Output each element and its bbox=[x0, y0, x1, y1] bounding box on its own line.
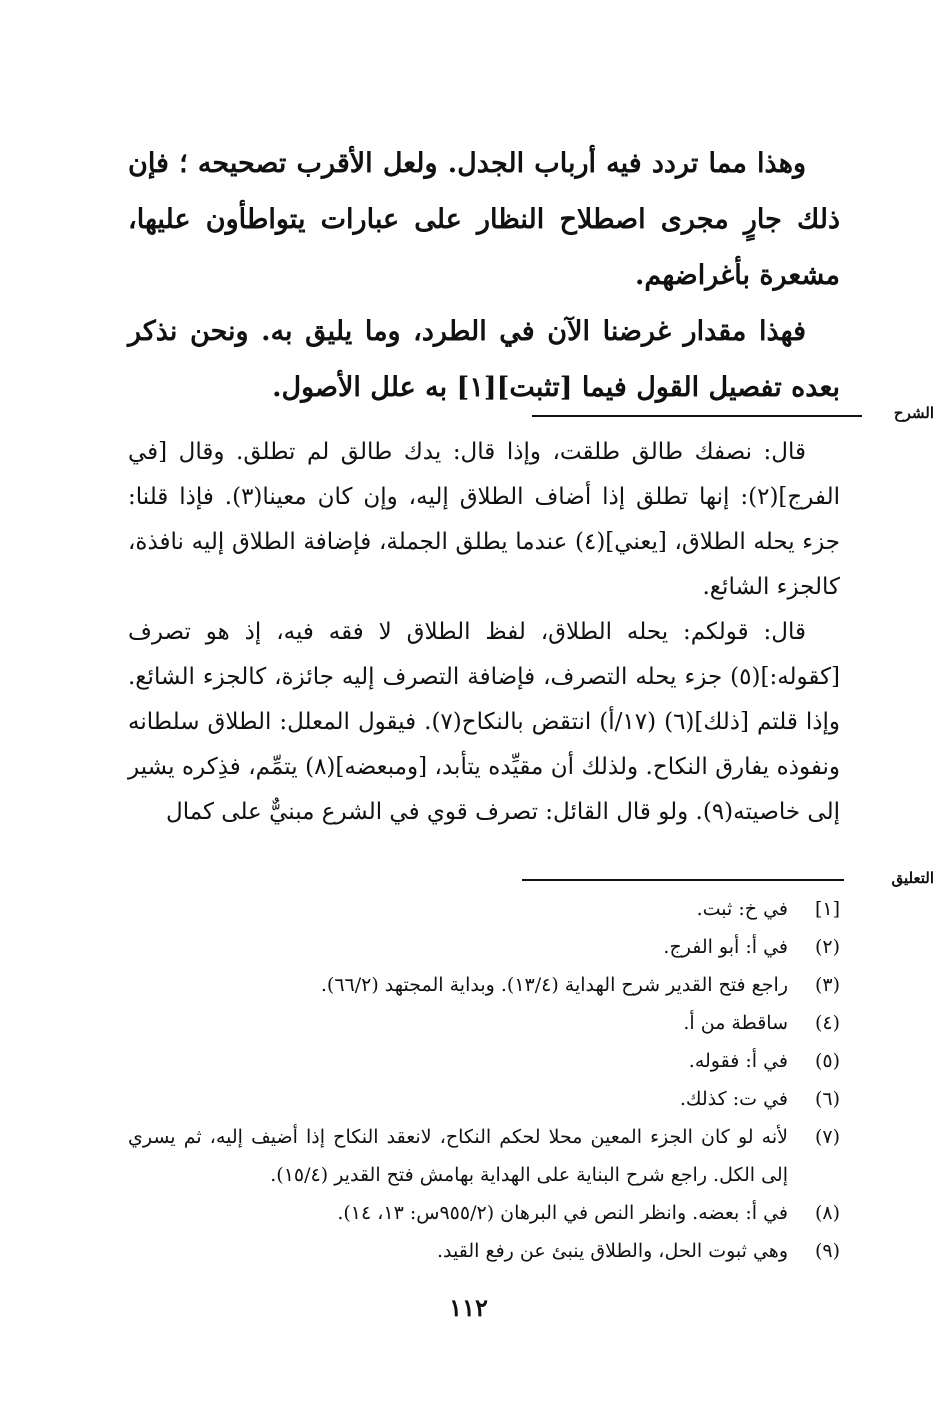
footnote-text: في أ: أبو الفرج. bbox=[663, 936, 788, 958]
footnote-item bbox=[128, 1232, 840, 1270]
commentary-paragraph: قال: نصفك طالق طلقت، وإذا قال: يدك طالق لم تطلق. وقال [في الفرج](٢): إنها تطلق إذا أضاف الطلاق إليه، وإن كان معينا(٣). فإذا قلنا: جزء يحله الطلاق، [يعني](٤) عندما يطلق الجملة، فإضافة الطلاق إليه نافذة، كالجزء الشائع. bbox=[128, 439, 840, 600]
footnote-item bbox=[128, 1004, 840, 1042]
footnote-number: (٩) bbox=[814, 1240, 840, 1262]
main-text bbox=[128, 136, 840, 416]
footnote-item bbox=[128, 1042, 840, 1080]
commentary-paragraph: قال: قولكم: يحله الطلاق، لفظ الطلاق لا فقه فيه، إذ هو تصرف [كقوله:](٥) جزء يحله التصرف، فإضافة التصرف إليه جائزة، كالجزء الشائع. وإذا قلتم [ذلك](٦) (١٧/أ) انتقض بالنكاح(٧). فيقول المعلل: الطلاق سلطانه ونفوذه يفارق النكاح. ولذلك أن مقيِّده يتأبد، [ومبعضه](٨) يتمِّم، فذِكره يشير إلى خاصيته(٩). ولو قال القائل: تصرف قوي في الشرع مبنيٌّ على كمال bbox=[128, 619, 840, 825]
notes-section-label: التعليق bbox=[891, 869, 934, 887]
footnote-text: في ت: كذلك. bbox=[679, 1088, 788, 1110]
footnote-item bbox=[128, 966, 840, 1004]
footnote-number: (٤) bbox=[814, 1012, 840, 1034]
footnote-number: (٥) bbox=[814, 1050, 840, 1072]
footnote-item bbox=[128, 928, 840, 966]
footnote-text: في أ: فقوله. bbox=[688, 1050, 788, 1072]
page-number: ١١٢ bbox=[449, 1293, 488, 1322]
footnote-text: في أ: بعضه. وانظر النص في البرهان (٩٥٥/٢س: ١٣، ١٤). bbox=[337, 1202, 788, 1224]
notes-divider bbox=[522, 879, 844, 881]
commentary-divider bbox=[532, 415, 862, 417]
footnotes bbox=[128, 890, 840, 1270]
footnote-item bbox=[128, 1194, 840, 1232]
footnote-number: (٧) bbox=[814, 1126, 840, 1148]
footnote-number: [١] bbox=[814, 898, 840, 920]
footnote-number: (٣) bbox=[814, 974, 840, 996]
footnote-text: في خ: ثبت. bbox=[696, 898, 788, 920]
commentary-section-label: الشرح bbox=[893, 404, 934, 422]
footnote-item bbox=[128, 1080, 840, 1118]
footnote-item bbox=[128, 1118, 840, 1194]
footnote-text: لأنه لو كان الجزء المعين محلا لحكم النكاح، لانعقد النكاح إذا أضيف إليه، ثم يسري إلى الكل. راجع شرح البناية على الهداية بهامش فتح القدير (١٥/٤). bbox=[128, 1126, 788, 1186]
main-paragraph: فهذا مقدار غرضنا الآن في الطرد، وما يليق به. ونحن نذكر بعده تفصيل القول فيما [تثبت][١] به علل الأصول. bbox=[128, 316, 840, 403]
footnote-number: (٢) bbox=[814, 936, 840, 958]
commentary-text bbox=[128, 430, 840, 835]
footnote-text: ساقطة من أ. bbox=[683, 1012, 788, 1034]
footnote-number: (٨) bbox=[814, 1202, 840, 1224]
footnote-item bbox=[128, 890, 840, 928]
footnote-text: وهي ثبوت الحل، والطلاق ينبئ عن رفع القيد. bbox=[437, 1240, 788, 1262]
footnote-text: راجع فتح القدير شرح الهداية (١٣/٤). وبداية المجتهد (٦٦/٢). bbox=[320, 974, 788, 996]
footnote-number: (٦) bbox=[814, 1088, 840, 1110]
main-paragraph: وهذا مما تردد فيه أرباب الجدل. ولعل الأقرب تصحيحه ؛ فإن ذلك جارٍ مجرى اصطلاح النظار على عبارات يتواطأون عليها، مشعرة بأغراضهم. bbox=[128, 148, 840, 291]
